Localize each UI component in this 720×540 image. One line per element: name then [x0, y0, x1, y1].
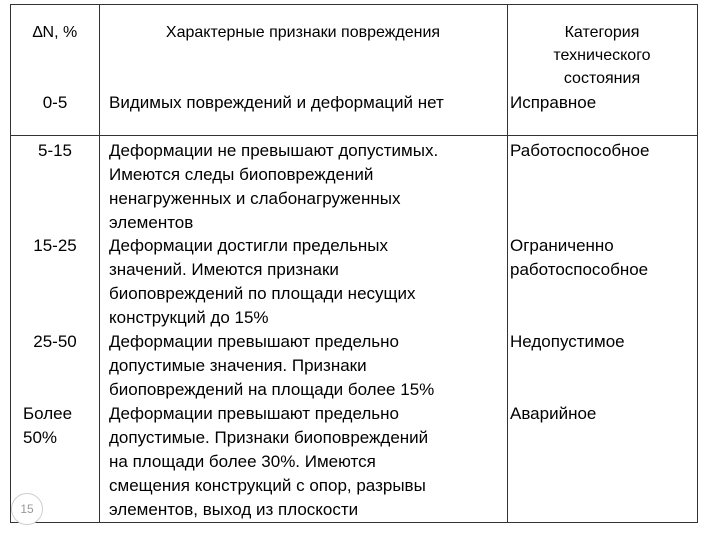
row-category: Ограниченно работоспособное [510, 236, 649, 279]
row-signs: Деформации превышают предельно допустимые. Признаки биоповреждений на площади более 30%. Имеются смещения конструкций с опор, разрывы элементов, выход из плоскости [109, 404, 429, 519]
header-dn: ∆N, % [32, 24, 78, 41]
row-divider [11, 135, 697, 136]
row-signs: Деформации превышают предельно допустимые значения. Признаки биоповреждений на площади более 15% [109, 332, 435, 399]
row-signs: Деформации достигли предельных значений. Имеются признаки биоповреждений по площади несущих конструкций до 15% [109, 236, 416, 327]
header-signs: Характерные признаки повреждения [165, 24, 441, 41]
row-dn: 5-15 [37, 141, 73, 160]
row-category: Аварийное [510, 404, 597, 423]
row-dn: 25-50 [33, 332, 77, 351]
page-number-badge: 15 [11, 493, 43, 525]
row-category: Исправное [510, 93, 597, 112]
row-category: Недопустимое [510, 332, 625, 351]
row-dn: 0-5 [42, 93, 68, 112]
row-signs: Деформации не превышают допустимых. Имеются следы биоповреждений ненагруженных и слабонагруженных элементов [109, 141, 439, 232]
header-category: Категория технического состояния [553, 24, 651, 87]
row-signs: Видимых повреждений и деформаций нет [109, 93, 444, 112]
damage-category-table [10, 4, 698, 523]
row-category: Работоспособное [510, 141, 650, 160]
row-dn: Более 50% [23, 404, 73, 447]
column-divider [99, 5, 100, 522]
row-dn: 15-25 [33, 236, 77, 255]
